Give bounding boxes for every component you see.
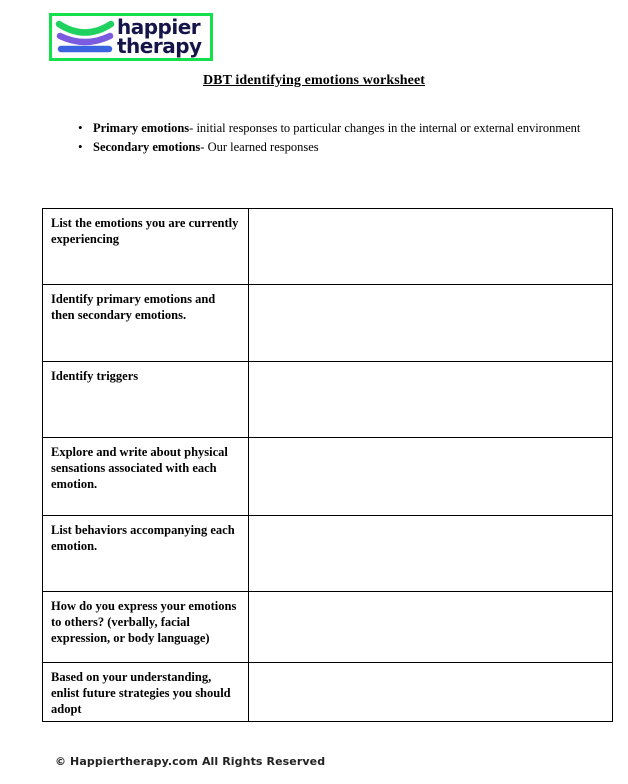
logo-word-therapy: therapy	[117, 34, 202, 58]
definitions-list	[62, 120, 598, 158]
table-row	[43, 209, 613, 285]
prompt-cell: Identify primary emotions and then secondary emotions.	[43, 285, 249, 362]
copyright-footer: © Happiertherapy.com All Rights Reserved	[55, 755, 326, 768]
answer-cell[interactable]	[249, 516, 613, 592]
definition-item-secondary	[78, 139, 598, 156]
answer-cell[interactable]	[249, 362, 613, 438]
logo-wordmark	[117, 15, 202, 58]
prompt-cell: Based on your understanding, enlist future strategies you should adopt	[43, 663, 249, 722]
prompt-cell: Identify triggers	[43, 362, 249, 438]
table-row	[43, 663, 613, 722]
definition-term-primary: Primary emotions	[93, 121, 190, 135]
worksheet-table	[42, 208, 613, 722]
definition-desc-secondary: - Our learned responses	[200, 140, 319, 154]
answer-cell[interactable]	[249, 592, 613, 663]
definition-term-secondary: Secondary emotions	[93, 140, 201, 154]
prompt-cell: List the emotions you are currently experiencing	[43, 209, 249, 285]
definition-desc-primary: - initial responses to particular changes in the internal or external environment	[189, 121, 581, 135]
answer-cell[interactable]	[249, 285, 613, 362]
prompt-cell: List behaviors accompanying each emotion.	[43, 516, 249, 592]
table-row	[43, 362, 613, 438]
prompt-cell: How do you express your emotions to others? (verbally, facial expression, or body language)	[43, 592, 249, 663]
table-row	[43, 592, 613, 663]
table-row	[43, 285, 613, 362]
answer-cell[interactable]	[249, 438, 613, 516]
table-row	[43, 438, 613, 516]
logo-word-happier: happier	[117, 15, 201, 39]
answer-cell[interactable]	[249, 663, 613, 722]
table-row	[43, 516, 613, 592]
brand-logo	[49, 13, 213, 61]
prompt-cell: Explore and write about physical sensations associated with each emotion.	[43, 438, 249, 516]
definition-item-primary	[78, 120, 598, 137]
logo-wave-mark	[54, 15, 116, 59]
answer-cell[interactable]	[249, 209, 613, 285]
page-title: DBT identifying emotions worksheet	[202, 73, 426, 88]
